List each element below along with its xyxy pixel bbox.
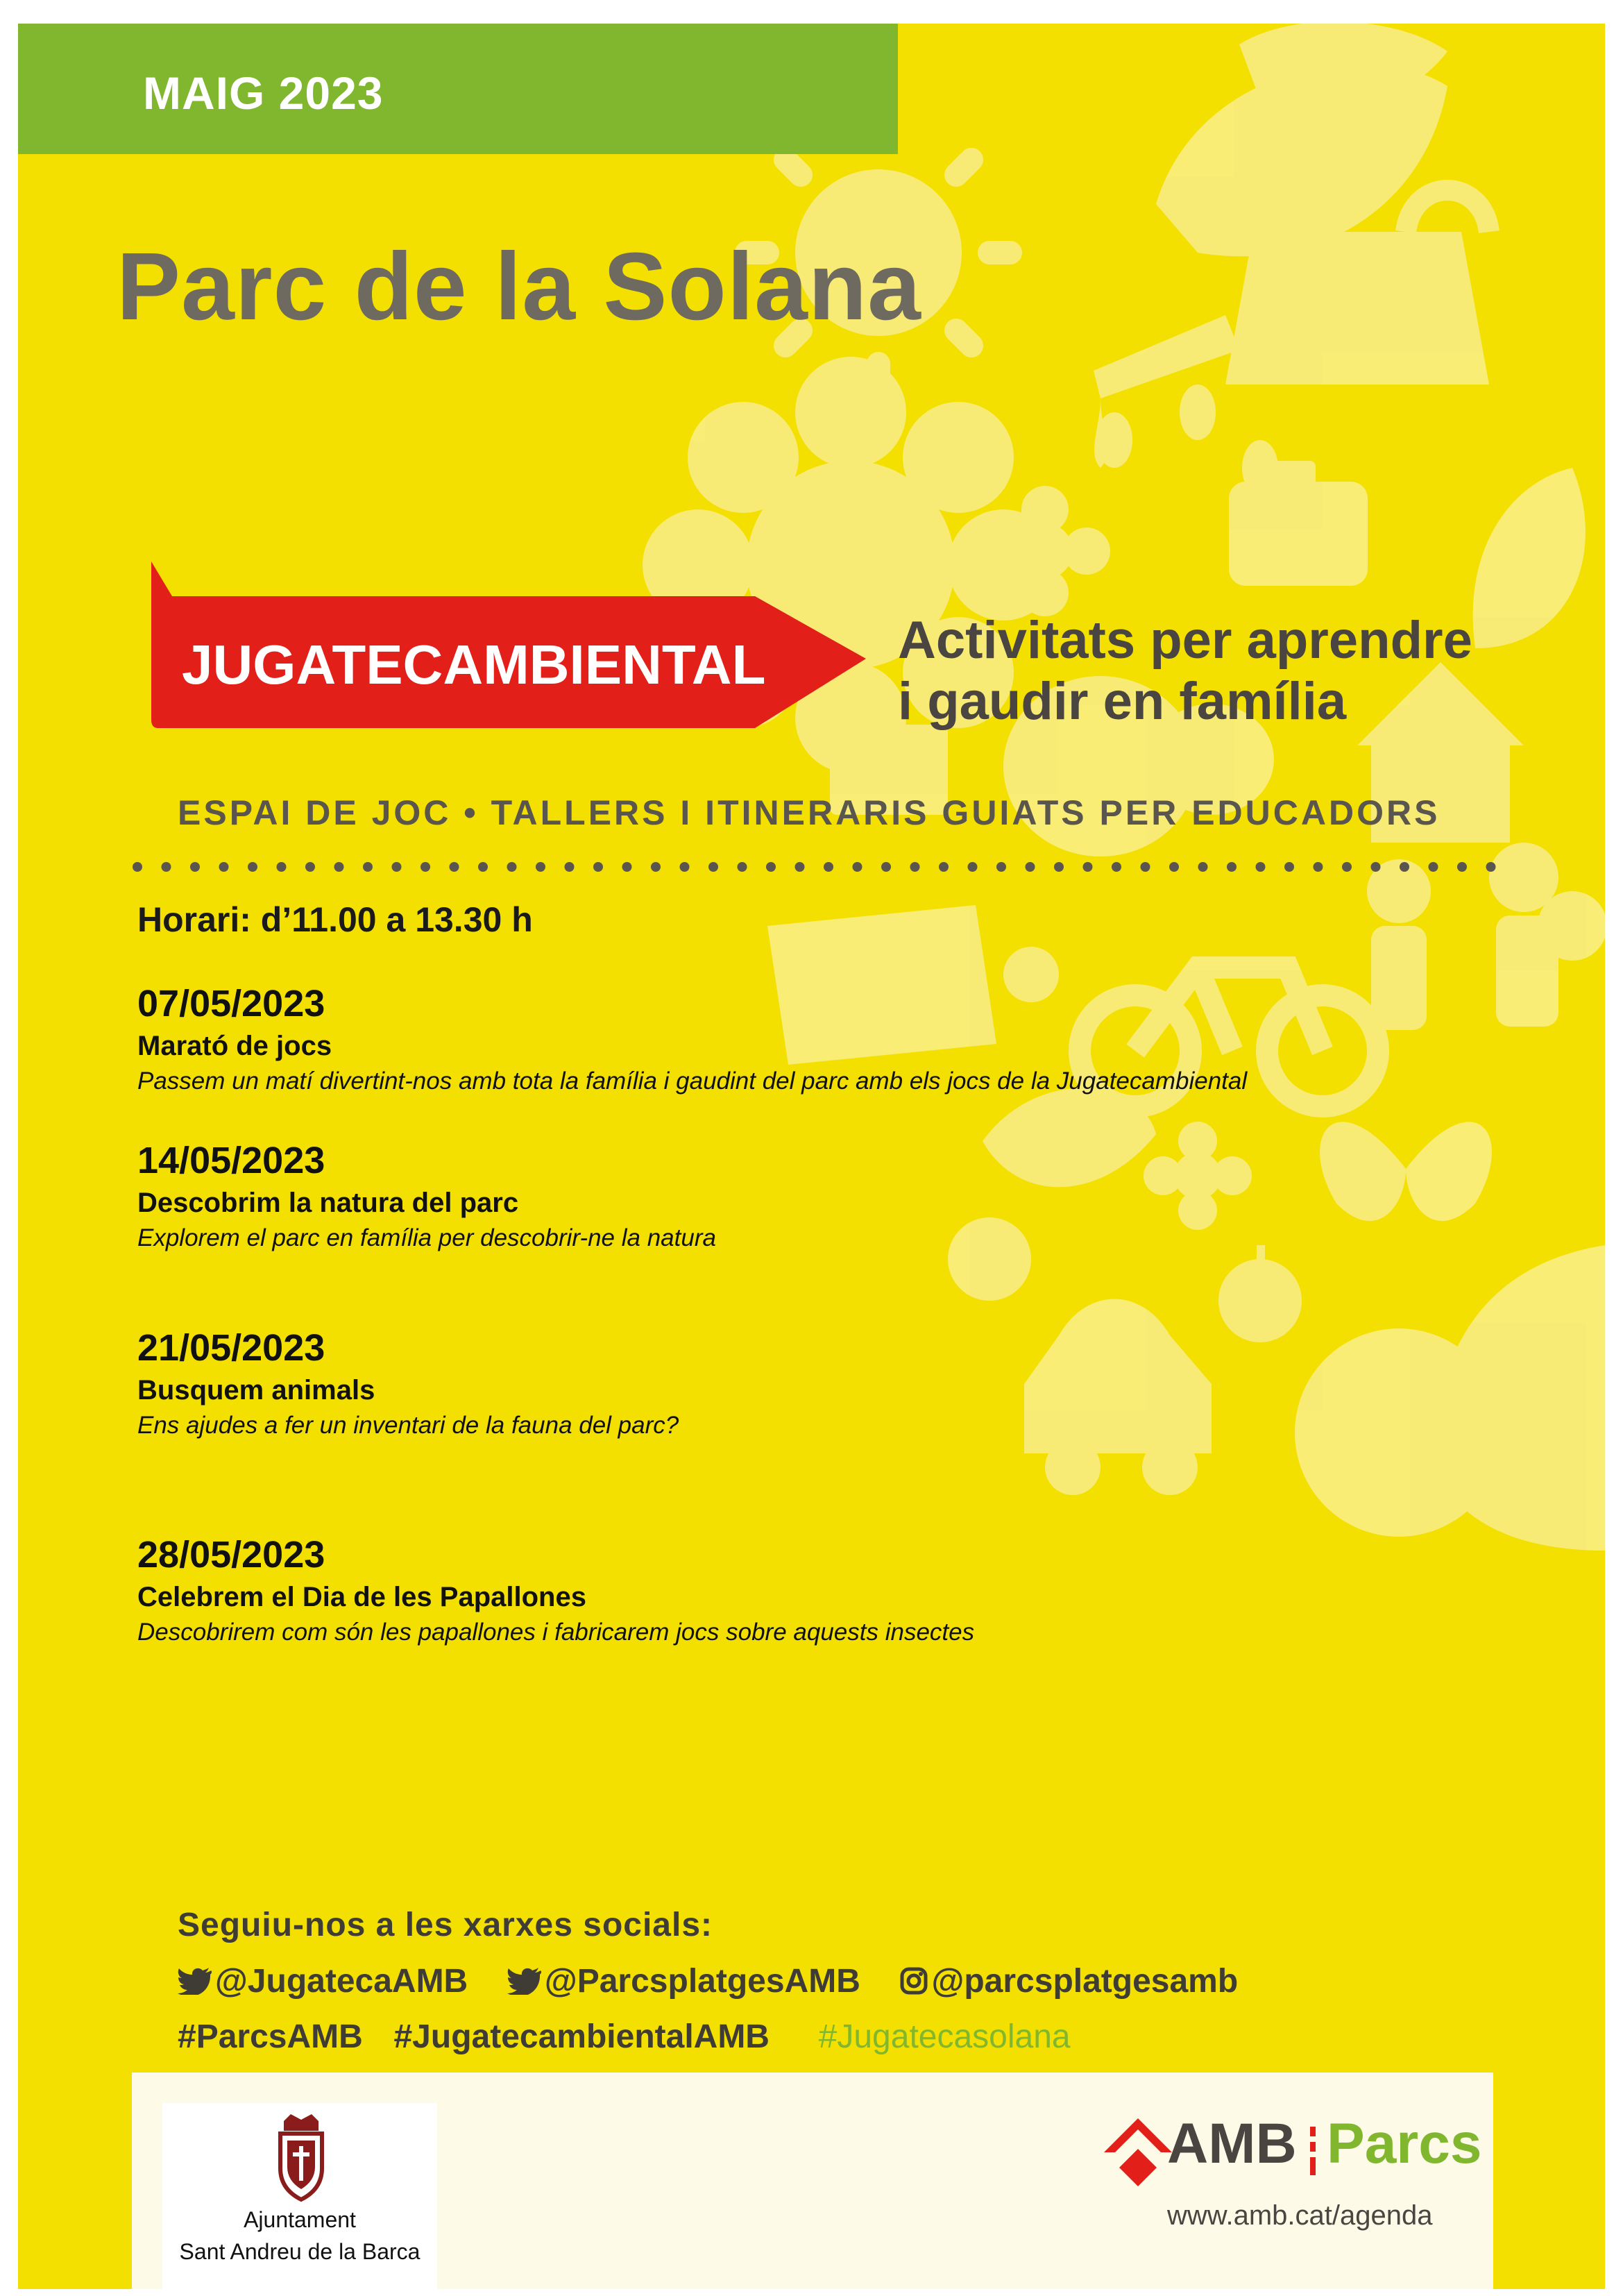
account-handle[interactable]: @JugatecaAMB bbox=[215, 1962, 468, 2000]
divider-dot bbox=[133, 862, 142, 872]
twitter-icon bbox=[507, 1967, 542, 1995]
divider-dot bbox=[1314, 862, 1323, 872]
divider-dot bbox=[1256, 862, 1266, 872]
poster bbox=[18, 24, 1605, 2289]
hashtag[interactable]: #JugatecambientalAMB bbox=[393, 2018, 770, 2055]
schedule-text: Horari: d’11.00 a 13.30 h bbox=[137, 900, 533, 939]
divider-dot bbox=[1400, 862, 1409, 872]
tagline-line-1: Activitats per aprendre bbox=[898, 611, 1472, 670]
divider-dot bbox=[1198, 862, 1208, 872]
divider-dot bbox=[824, 862, 833, 872]
event-description: Descobrirem com són les papallones i fabricarem jocs sobre aquests insectes bbox=[137, 1619, 975, 1646]
divider-dot bbox=[420, 862, 430, 872]
divider-dot bbox=[219, 862, 229, 872]
tagline bbox=[898, 610, 1472, 732]
divider-dot bbox=[738, 862, 747, 872]
divider-dot bbox=[277, 862, 287, 872]
apple-icon bbox=[1218, 1245, 1302, 1342]
divider-dot bbox=[680, 862, 690, 872]
divider-dot bbox=[968, 862, 978, 872]
divider-dot bbox=[795, 862, 805, 872]
divider-dot bbox=[651, 862, 661, 872]
local-hashtag[interactable]: #Jugatecasolana bbox=[818, 2018, 1071, 2055]
event-description: Ens ajudes a fer un inventari de la fauna del parc? bbox=[137, 1412, 679, 1439]
amb-separator bbox=[1310, 2127, 1316, 2175]
divider-dot bbox=[996, 862, 1006, 872]
social-accounts bbox=[178, 1960, 1238, 2000]
event-name: Marató de jocs bbox=[137, 1031, 332, 1061]
divider-dot bbox=[622, 862, 632, 872]
divider-dot bbox=[766, 862, 776, 872]
council-name-line-1: Ajuntament bbox=[244, 2207, 356, 2232]
divider-dot bbox=[450, 862, 459, 872]
event-item bbox=[137, 1533, 974, 1648]
event-name: Busquem animals bbox=[137, 1375, 375, 1406]
divider-dot bbox=[1083, 862, 1093, 872]
tagline-line-2: i gaudir en família bbox=[898, 672, 1347, 731]
divider-dot bbox=[1169, 862, 1179, 872]
divider-dot bbox=[363, 862, 373, 872]
divider-dot bbox=[1054, 862, 1064, 872]
divider-dot bbox=[334, 862, 344, 872]
council-logo-box bbox=[162, 2103, 437, 2289]
amb-parcs: Parcs bbox=[1327, 2112, 1482, 2175]
divider-dot bbox=[910, 862, 920, 872]
event-date: 21/05/2023 bbox=[137, 1327, 325, 1369]
divider-dot bbox=[162, 862, 171, 872]
council-crest-icon bbox=[266, 2113, 336, 2203]
footer bbox=[132, 2073, 1493, 2289]
butterfly-icon bbox=[1320, 1122, 1492, 1221]
divider-dot bbox=[1486, 862, 1496, 872]
event-date: 28/05/2023 bbox=[137, 1534, 325, 1576]
hashtag[interactable]: #ParcsAMB bbox=[178, 2018, 363, 2055]
leaf-icon bbox=[983, 1088, 1156, 1188]
divider-dot bbox=[305, 862, 315, 872]
month-label: MAIG 2023 bbox=[143, 67, 384, 119]
amb-name: AMB bbox=[1167, 2112, 1297, 2175]
social-hashtags bbox=[178, 2016, 1071, 2056]
divider-dot bbox=[1342, 862, 1352, 872]
dotted-divider bbox=[130, 856, 1504, 877]
flower-icon bbox=[1144, 1122, 1252, 1230]
divider-dot bbox=[593, 862, 603, 872]
event-item bbox=[137, 981, 1247, 1097]
twitter-icon bbox=[178, 1967, 212, 1995]
divider-dot bbox=[1141, 862, 1150, 872]
page-title: Parc de la Solana bbox=[117, 233, 921, 340]
instagram-icon bbox=[900, 1967, 928, 1995]
divider-dot bbox=[881, 862, 891, 872]
event-description: Explorem el parc en família per descobrir-ne la natura bbox=[137, 1224, 716, 1251]
divider-dot bbox=[1429, 862, 1438, 872]
divider-dot bbox=[853, 862, 863, 872]
divider-dot bbox=[939, 862, 949, 872]
divider-dot bbox=[536, 862, 545, 872]
divider-dot bbox=[392, 862, 402, 872]
subtitle: ESPAI DE JOC • TALLERS I ITINERARIS GUIATS PER EDUCADORS bbox=[178, 793, 1441, 832]
social-heading: Seguiu-nos a les xarxes socials: bbox=[178, 1907, 713, 1943]
divider-dot bbox=[478, 862, 488, 872]
divider-dot bbox=[1227, 862, 1237, 872]
event-item bbox=[137, 1326, 679, 1441]
divider-dot bbox=[708, 862, 718, 872]
account-handle[interactable]: @parcsplatgesamb bbox=[931, 1962, 1239, 2000]
event-description: Passem un matí divertint-nos amb tota la família i gaudint del parc amb els jocs de la Jugatecambiental bbox=[137, 1067, 1248, 1095]
divider-dot bbox=[1284, 862, 1294, 872]
divider-dot bbox=[1457, 862, 1467, 872]
council-name-line-2: Sant Andreu de la Barca bbox=[179, 2239, 420, 2264]
event-date: 07/05/2023 bbox=[137, 983, 325, 1024]
divider-dot bbox=[190, 862, 200, 872]
event-name: Celebrem el Dia de les Papallones bbox=[137, 1582, 586, 1612]
divider-dot bbox=[507, 862, 517, 872]
account-handle[interactable]: @ParcsplatgesAMB bbox=[544, 1962, 860, 2000]
car-icon bbox=[1024, 1299, 1212, 1496]
amb-url-link[interactable]: www.amb.cat/agenda bbox=[1167, 2200, 1433, 2231]
event-date: 14/05/2023 bbox=[137, 1140, 325, 1181]
divider-dot bbox=[1371, 862, 1381, 872]
divider-dot bbox=[1112, 862, 1121, 872]
event-item bbox=[137, 1138, 716, 1253]
leaf-icon bbox=[1473, 468, 1586, 648]
divider-dot bbox=[1026, 862, 1035, 872]
event-name: Descobrim la natura del parc bbox=[137, 1188, 519, 1218]
divider-dot bbox=[248, 862, 257, 872]
banner-label: JUGATECAMBIENTAL bbox=[182, 634, 766, 695]
divider-dot bbox=[565, 862, 575, 872]
amb-logo-icon bbox=[1100, 2114, 1176, 2191]
